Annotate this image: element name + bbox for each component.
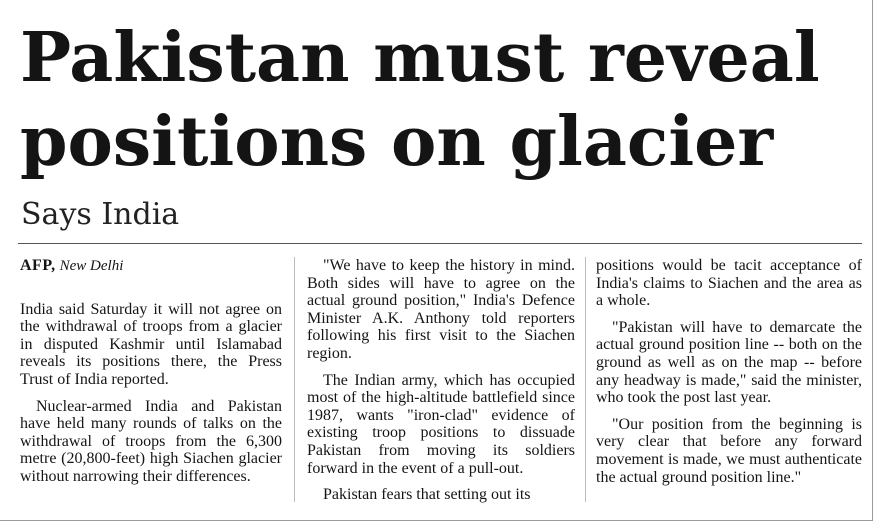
paragraph: "Pakistan will have to demarcate the actual ground position line -- both on the ground as well as on the map -- before any headway is made," said the minister, who took the post last year. <box>596 318 862 407</box>
article-column-1 <box>20 257 282 495</box>
byline-city: New Delhi <box>59 258 124 274</box>
paragraph: "We have to keep the history in mind. Both sides will have to agree on the actual ground position," India's Defence Minister A.K. Anthony told reporters following his first visit to the Siachen region. <box>307 257 575 362</box>
article-column-3 <box>596 257 862 495</box>
column-divider <box>294 257 295 502</box>
paragraph: Nuclear-armed India and Pakistan have held many rounds of talks on the withdrawal of troops from the 6,300 metre (20,800-feet) high Siachen glacier without narrowing their differences. <box>20 397 282 485</box>
byline-agency: AFP, <box>20 257 56 274</box>
article-column-2 <box>307 257 575 513</box>
subheadline: Says India <box>21 197 180 232</box>
paragraph: Pakistan fears that setting out its <box>323 486 531 504</box>
header-rule <box>18 243 862 244</box>
byline <box>20 257 282 276</box>
headline <box>20 16 860 184</box>
paragraph: "Our position from the beginning is very clear that before any forward movement is made, we must authenticate the actual ground position line." <box>596 415 862 486</box>
paragraph: The Indian army, which has occupied most of the high-altitude battlefield since 1987, wants "iron-clad" evidence of existing troop positions to dissuade Pakistan from moving its soldiers forward in the event of a pull-out. <box>307 371 575 477</box>
column-divider <box>585 257 586 502</box>
headline-line-2: positions on glacier <box>20 102 774 182</box>
paragraph: positions would be tacit acceptance of India's claims to Siachen and the area as a whole. <box>596 257 862 310</box>
paragraph: India said Saturday it will not agree on the withdrawal of troops from a glacier in disputed Kashmir until Islamabad reveals its positions there, the Press Trust of India reported. <box>20 300 282 388</box>
headline-line-1: Pakistan must reveal <box>20 18 820 98</box>
